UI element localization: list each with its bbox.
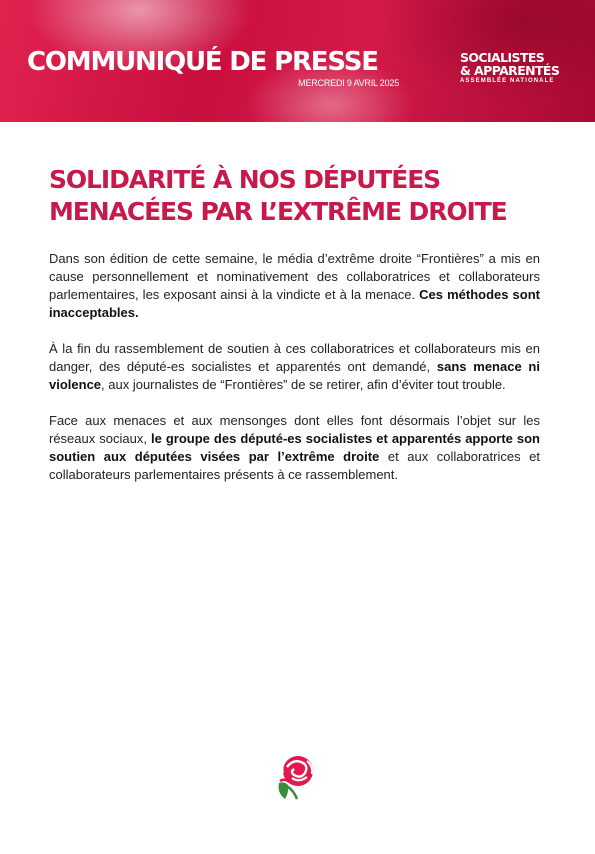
header-title: COMMUNIQUÉ DE PRESSE (27, 47, 378, 77)
logo-line-3: ASSEMBLÉE NATIONALE (460, 78, 555, 84)
paragraph-text: Face aux menaces et aux mensonges dont elles font désormais l’objet sur les réseaux sociaux, (49, 413, 540, 446)
header-banner (0, 0, 595, 122)
paragraph-text: , aux journalistes de “Frontières” de se retirer, afin d’éviter tout trouble. (101, 377, 506, 392)
title-line-1: SOLIDARITÉ À NOS DÉPUTÉES (49, 165, 441, 194)
paragraph-1 (49, 250, 540, 322)
paragraph-text: et aux collaboratrices et collaborateurs parlementaires présents à ce rassemblement. (49, 449, 540, 482)
logo-line-1: SOCIALISTES (460, 50, 545, 65)
paragraph-emphasis: sans menace ni violence (49, 359, 540, 392)
publication-date: MERCREDI 9 AVRIL 2025 (298, 78, 399, 88)
body-text (49, 250, 540, 502)
paragraph-text: Dans son édition de cette semaine, le média d’extrême droite “Frontières” a mis en cause personnellement et nominativement des collaboratrices et collaborateurs parlementaires, les exposant ainsi à la vindicte et à la menace. (49, 251, 540, 302)
paragraph-emphasis: le groupe des député-es socialistes et apparentés apporte son soutien aux députées visées par l’extrême droite (49, 431, 541, 464)
paragraph-text: À la fin du rassemblement de soutien à ces collaboratrices et collaborateurs mis en danger, des député-es socialistes et apparentés ont demandé, (49, 341, 540, 374)
logo-line-2: & APPARENTÉS (460, 63, 560, 78)
party-logo (460, 51, 566, 84)
rose-icon (271, 753, 323, 803)
page-title (49, 164, 549, 228)
paragraph-2 (49, 340, 540, 394)
title-line-2: MENACÉES PAR L’EXTRÊME DROITE (49, 197, 507, 226)
paragraph-emphasis: Ces méthodes sont inacceptables. (49, 287, 541, 320)
paragraph-3 (49, 412, 540, 484)
